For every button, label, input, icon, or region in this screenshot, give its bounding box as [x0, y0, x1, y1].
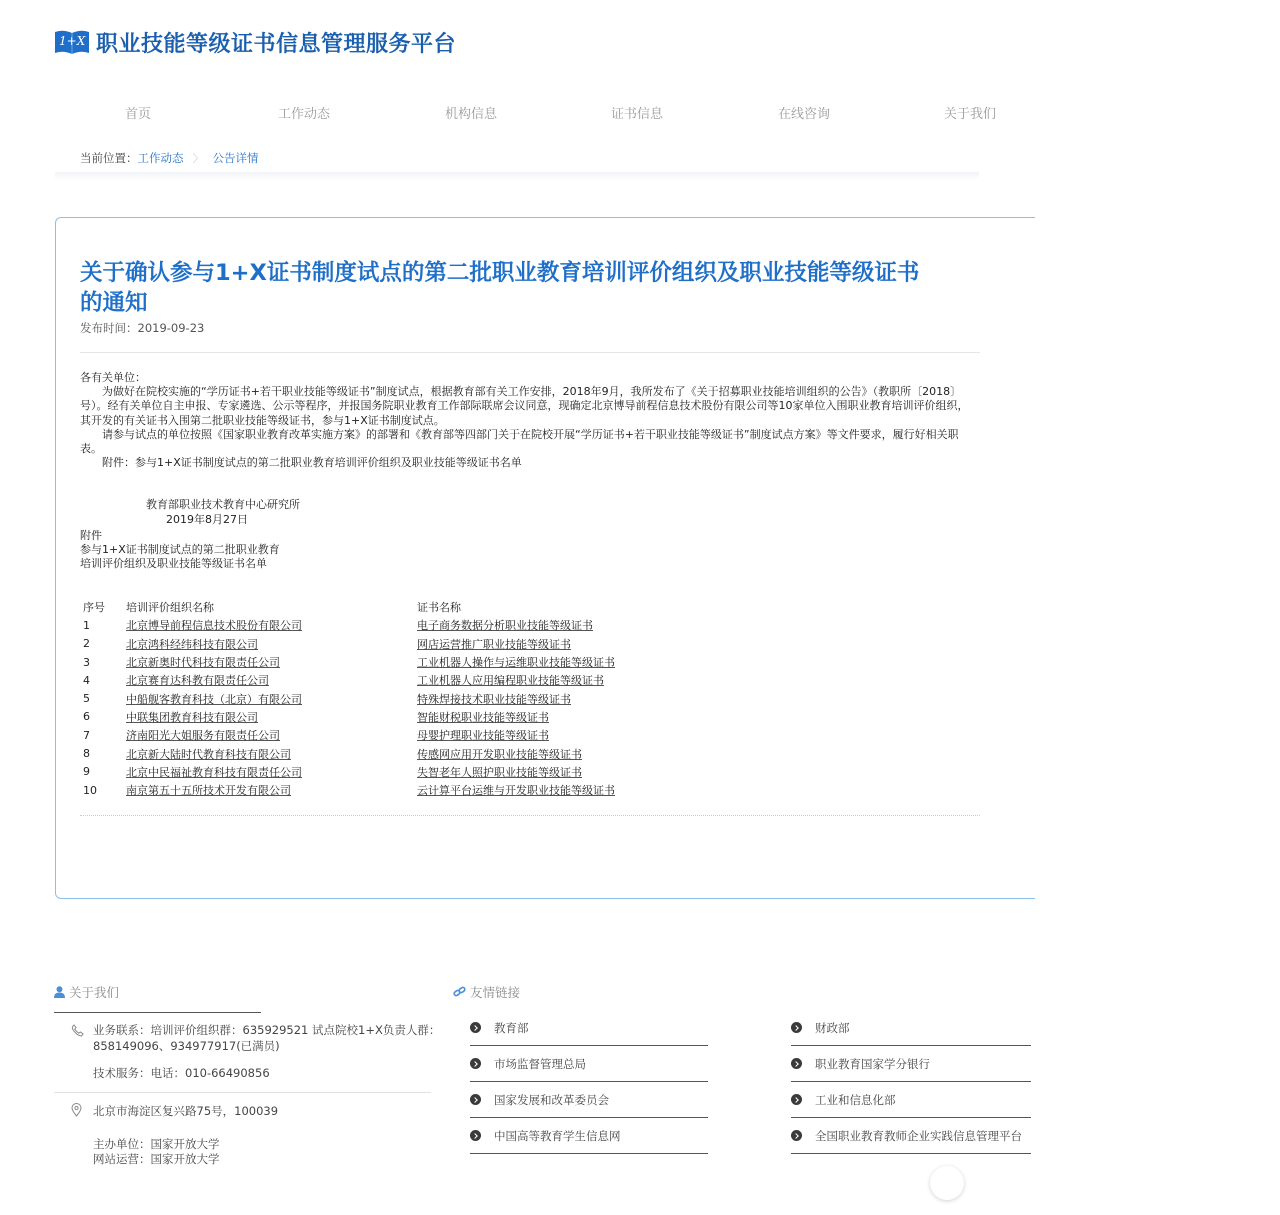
table-row [80, 689, 677, 707]
book-logo-icon [54, 29, 90, 56]
link-mof[interactable] [791, 1010, 1031, 1046]
link-icon [453, 986, 466, 998]
row-no: 6 [83, 710, 90, 724]
row-cert: 失智老年人照护职业技能等级证书 [417, 765, 582, 779]
about-us-heading [54, 983, 119, 1001]
breadcrumb-work-news[interactable]: 工作动态 [137, 151, 184, 165]
arrow-circle-icon [791, 1130, 802, 1141]
table-row [80, 744, 677, 762]
link-samr[interactable] [470, 1046, 708, 1082]
row-org: 济南阳光大姐服务有限责任公司 [126, 729, 280, 743]
table-divider [80, 815, 980, 816]
attachment-note: 附件：参与1+X证书制度试点的第二批职业教育培训评价组织及职业技能等级证书名单 [80, 456, 522, 470]
address: 北京市海淀区复兴路75号，100039 [93, 1104, 279, 1118]
row-cert: 云计算平台运维与开发职业技能等级证书 [417, 784, 615, 798]
row-no: 8 [83, 747, 90, 761]
nav-online-consult[interactable]: 在线咨询 [777, 107, 830, 122]
row-no: 10 [83, 783, 97, 797]
link-teacher-practice[interactable] [791, 1118, 1031, 1154]
paragraph-1-line-1: 为做好在院校实施的“学历证书+若干职业技能等级证书”制度试点，根据教育部有关工作安排，2018年9月，我所发布了《关于招募职业技能培训组织的公告》（教职所〔2018〕 [80, 385, 962, 399]
paragraph-2-line-2: 表。 [80, 442, 102, 456]
logo-mark-text: 1+X [59, 34, 86, 48]
breadcrumb [80, 150, 259, 166]
certificate-table [80, 598, 677, 799]
business-contact-line2: 858149096、934977917(已满员) [93, 1038, 280, 1053]
about-divider [54, 1092, 431, 1093]
paragraph-1-line-3: 其开发的有关证书入围第二批职业技能等级证书，参与1+X证书制度试点。 [80, 413, 445, 427]
table-row [80, 635, 677, 653]
site-title: 职业技能等级证书信息管理服务平台 [96, 32, 457, 57]
link-label: 中国高等教育学生信息网 [494, 1128, 621, 1143]
row-no: 1 [83, 618, 90, 632]
paragraph-1-line-2: 号）。经有关单位自主申报、专家遴选、公示等程序，并报国务院职业教育工作部际联席会议同意，现确定北京博导前程信息技术股份有限公司等10家单位入围职业教育培训评价组织， [80, 399, 969, 413]
row-org: 北京新大陆时代教育科技有限公司 [126, 747, 291, 761]
row-cert: 特殊焊接技术职业技能等级证书 [417, 692, 571, 706]
breadcrumb-separator: 〉 [192, 152, 204, 165]
row-no: 9 [83, 765, 90, 779]
article-title-line2: 的通知 [80, 290, 148, 316]
link-moe[interactable] [470, 1010, 708, 1046]
row-cert: 网店运营推广职业技能等级证书 [417, 637, 571, 651]
user-icon [54, 986, 65, 998]
paragraph-2-line-1: 请参与试点的单位按照《国家职业教育改革实施方案》的部署和《教育部等四部门关于在院校开展“学历证书+若干职业技能等级证书”制度试点方案》等文件要求，履行好相关职 [80, 427, 959, 441]
link-label: 全国职业教育教师企业实践信息管理平台 [815, 1128, 1022, 1143]
nav-work-news[interactable]: 工作动态 [277, 107, 330, 122]
site-logo[interactable] [54, 27, 456, 58]
link-ndrc[interactable] [470, 1082, 708, 1118]
business-contact-line1: 业务联系：培训评价组织群：635929521 试点院校1+X负责人群： [93, 1023, 441, 1037]
link-miit[interactable] [791, 1082, 1031, 1118]
annex-label: 附件 [80, 528, 102, 542]
header-org: 培训评价组织名称 [126, 601, 214, 615]
arrow-circle-icon [791, 1058, 802, 1069]
arrow-circle-icon [470, 1022, 481, 1033]
row-no: 4 [83, 673, 90, 687]
row-org: 中船舰客教育科技（北京）有限公司 [126, 692, 302, 706]
table-row [80, 653, 677, 671]
main-nav [55, 96, 1015, 126]
table-row [80, 616, 677, 634]
salutation: 各有关单位： [80, 371, 146, 384]
arrow-circle-icon [791, 1022, 802, 1033]
nav-institutions[interactable]: 机构信息 [444, 107, 497, 122]
signature-org: 教育部职业技术教育中心研究所 [146, 498, 300, 512]
link-label: 工业和信息化部 [815, 1092, 896, 1107]
row-cert: 母婴护理职业技能等级证书 [417, 729, 549, 743]
row-cert: 工业机器人应用编程职业技能等级证书 [417, 674, 604, 688]
row-cert: 传感网应用开发职业技能等级证书 [417, 747, 582, 761]
nav-home[interactable]: 首页 [124, 107, 151, 122]
nav-about-us[interactable]: 关于我们 [943, 107, 996, 122]
arrow-circle-icon [470, 1094, 481, 1105]
breadcrumb-prefix: 当前位置： [80, 151, 138, 165]
arrow-circle-icon [791, 1094, 802, 1105]
link-chsi[interactable] [470, 1118, 708, 1154]
publish-date: 发布时间：2019-09-23 [80, 321, 205, 335]
header-cert: 证书名称 [417, 601, 461, 615]
row-no: 7 [83, 728, 90, 742]
header-no: 序号 [83, 601, 105, 615]
row-cert: 电子商务数据分析职业技能等级证书 [417, 619, 593, 633]
operator: 网站运营：国家开放大学 [93, 1152, 220, 1166]
link-label: 国家发展和改革委员会 [494, 1092, 609, 1107]
row-org: 北京新奥时代科技有限责任公司 [126, 656, 280, 670]
link-label: 市场监督管理总局 [494, 1056, 586, 1071]
table-row [80, 726, 677, 744]
spacer [80, 470, 1280, 498]
article-body [80, 371, 1280, 571]
row-org: 北京鸿科经纬科技有限公司 [126, 637, 258, 651]
link-label: 教育部 [494, 1020, 529, 1035]
nav-certificates[interactable]: 证书信息 [610, 107, 663, 122]
row-org: 北京赛育达科教有限责任公司 [126, 674, 269, 688]
row-org: 北京博导前程信息技术股份有限公司 [126, 619, 302, 633]
arrow-circle-icon [470, 1130, 481, 1141]
row-org: 北京中民福祉教育科技有限责任公司 [126, 765, 302, 779]
link-label: 职业教育国家学分银行 [815, 1056, 930, 1071]
annex-title-line-2: 培训评价组织及职业技能等级证书名单 [80, 557, 267, 571]
row-no: 3 [83, 655, 90, 669]
title-divider [80, 352, 980, 353]
row-no: 5 [83, 692, 90, 706]
breadcrumb-shadow [55, 172, 979, 180]
link-credit-bank[interactable] [791, 1046, 1031, 1082]
about-us-heading-text: 关于我们 [69, 985, 120, 1000]
article-title-line1: 关于确认参与1+X证书制度试点的第二批职业教育培训评价组织及职业技能等级证书 [80, 260, 920, 286]
signature-date: 2019年8月27日 [166, 512, 248, 526]
arrow-circle-icon [470, 1058, 481, 1069]
table-row [80, 781, 677, 799]
table-row [80, 763, 677, 781]
location-pin-icon [71, 1103, 82, 1117]
row-cert: 工业机器人操作与运维职业技能等级证书 [417, 656, 615, 670]
row-org: 南京第五十五所技术开发有限公司 [126, 784, 291, 798]
table-row [80, 708, 677, 726]
row-cert: 智能财税职业技能等级证书 [417, 710, 549, 724]
breadcrumb-notice-detail[interactable]: 公告详情 [212, 151, 259, 165]
link-label: 财政部 [815, 1020, 850, 1035]
phone-icon [71, 1024, 84, 1037]
annex-title-line-1: 参与1+X证书制度试点的第二批职业教育 [80, 543, 280, 557]
sponsor: 主办单位：国家开放大学 [93, 1137, 220, 1151]
about-us-underline [54, 1012, 261, 1013]
table-header-row [80, 598, 677, 616]
row-no: 2 [83, 637, 90, 651]
business-contact [93, 1023, 440, 1054]
tech-service: 技术服务：电话：010-66490856 [93, 1066, 270, 1080]
friend-links-heading [453, 983, 520, 1001]
friend-links-heading-text: 友情链接 [470, 985, 521, 1000]
row-org: 中联集团教育科技有限公司 [126, 710, 258, 724]
back-to-top-button[interactable] [930, 1166, 964, 1200]
article-title [80, 258, 1180, 318]
table-row [80, 671, 677, 689]
